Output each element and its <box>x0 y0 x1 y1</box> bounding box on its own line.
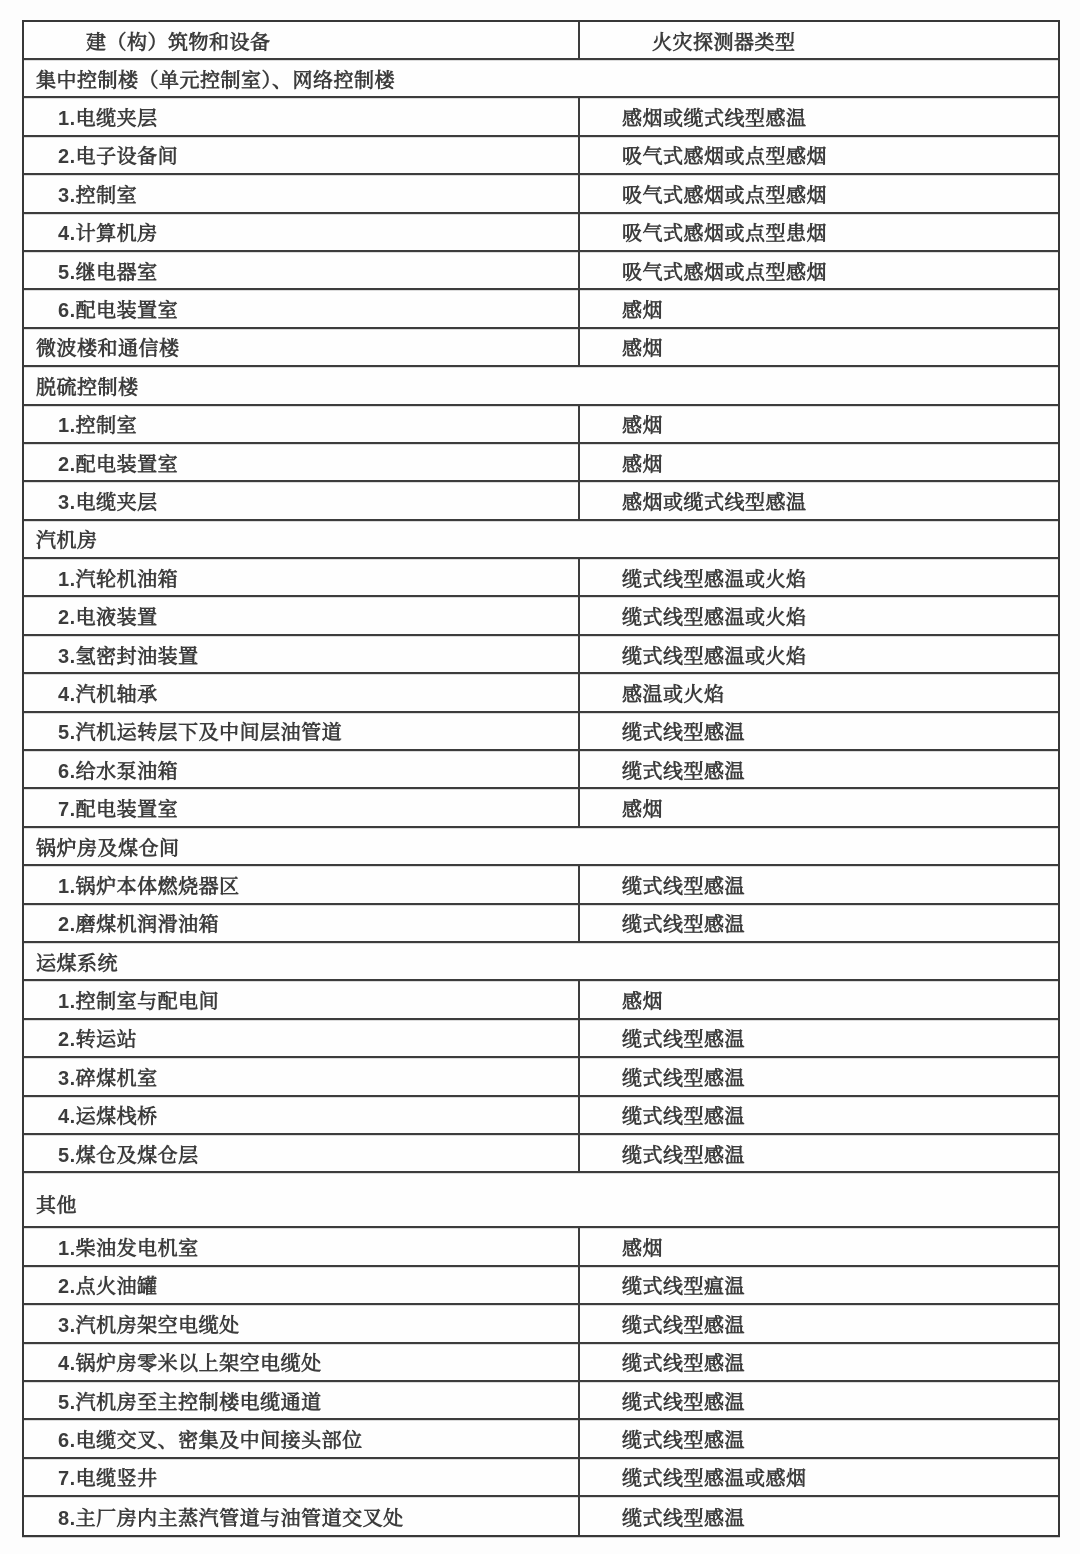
building-cell: 1.电缆夹层 <box>24 98 580 134</box>
detector-type-cell: 缆式线型感温 <box>622 1106 745 1129</box>
detector-type-cell: 吸气式感烟或点型感烟 <box>622 184 827 207</box>
table-row <box>24 482 1058 520</box>
detector-type-cell: 缆式线型感温或火焰 <box>622 607 807 630</box>
detector-type-cell: 缆式线型感温 <box>622 1391 745 1414</box>
building-cell: 8.主厂房内主蒸汽管道与油管道交叉处 <box>24 1497 580 1535</box>
table-row <box>24 367 1058 405</box>
building-cell: 1.汽轮机油箱 <box>24 559 580 595</box>
detector-type-cell: 感温或火焰 <box>622 683 725 706</box>
table-row <box>24 175 1058 213</box>
building-cell: 3.氢密封油装置 <box>24 636 580 672</box>
table-row <box>24 674 1058 712</box>
building-cell: 5.汽机运转层下及中间层油管道 <box>24 713 580 749</box>
table-row <box>24 789 1058 827</box>
table-row <box>24 521 1058 559</box>
building-cell: 3.汽机房架空电缆处 <box>24 1305 580 1341</box>
table-row <box>24 444 1058 482</box>
building-cell: 2.配电装置室 <box>24 444 580 480</box>
detector-type-cell: 感烟 <box>622 415 663 438</box>
building-cell: 6.给水泵油箱 <box>24 751 580 787</box>
table-row <box>24 1497 1058 1535</box>
building-cell: 1.控制室与配电间 <box>24 981 580 1017</box>
detector-type-cell: 缆式线型感温 <box>622 1067 745 1090</box>
building-cell: 3.碎煤机室 <box>24 1058 580 1094</box>
column-header-building: 建（构）筑物和设备 <box>24 22 580 58</box>
building-cell: 1.柴油发电机室 <box>24 1228 580 1264</box>
building-cell: 6.电缆交叉、密集及中间接头部位 <box>24 1420 580 1456</box>
building-cell: 2.点火油罐 <box>24 1267 580 1303</box>
table-row <box>24 406 1058 444</box>
section-label: 汽机房 <box>36 530 98 553</box>
fire-detector-table <box>22 20 1060 1537</box>
table-row <box>24 1382 1058 1420</box>
building-cell: 3.控制室 <box>24 175 580 211</box>
table-row <box>24 559 1058 597</box>
table-row <box>24 290 1058 328</box>
detector-type-cell: 感烟 <box>622 799 663 822</box>
detector-type-cell: 缆式线型感温 <box>622 722 745 745</box>
building-cell: 5.煤仓及煤仓层 <box>24 1135 580 1171</box>
detector-type-cell: 感烟 <box>622 991 663 1014</box>
detector-type-cell: 感烟 <box>622 300 663 323</box>
building-cell: 7.电缆竖井 <box>24 1459 580 1495</box>
building-cell: 1.控制室 <box>24 406 580 442</box>
detector-type-cell: 缆式线型感温 <box>622 914 745 937</box>
detector-type-cell: 缆式线型感温 <box>622 1429 745 1452</box>
table-row <box>24 1020 1058 1058</box>
table-header-row <box>24 22 1058 60</box>
building-cell: 2.转运站 <box>24 1020 580 1056</box>
building-cell: 3.电缆夹层 <box>24 482 580 518</box>
table-row <box>24 1135 1058 1173</box>
table-row <box>24 98 1058 136</box>
detector-type-cell: 感烟 <box>622 338 663 361</box>
table-row <box>24 1305 1058 1343</box>
table-row <box>24 1459 1058 1497</box>
detector-type-cell: 缆式线型感温 <box>622 1029 745 1052</box>
table-row <box>24 866 1058 904</box>
table-row <box>24 1267 1058 1305</box>
table-row <box>24 828 1058 866</box>
detector-type-cell: 缆式线型感温 <box>622 1314 745 1337</box>
table-row <box>24 713 1058 751</box>
table-row <box>24 943 1058 981</box>
detector-type-cell: 感烟或缆式线型感温 <box>622 108 807 131</box>
table-row <box>24 1058 1058 1096</box>
detector-type-cell: 感烟 <box>622 1238 663 1261</box>
section-label: 锅炉房及煤仓间 <box>36 837 180 860</box>
detector-type-cell: 缆式线型感温 <box>622 1353 745 1376</box>
detector-type-cell: 缆式线型瘟温 <box>622 1276 745 1299</box>
detector-type-cell: 缆式线型感温或感烟 <box>622 1468 807 1491</box>
detector-type-cell: 缆式线型感温或火焰 <box>622 568 807 591</box>
table-row <box>24 1097 1058 1135</box>
table-row <box>24 1420 1058 1458</box>
detector-type-cell: 吸气式感烟或点型感烟 <box>622 146 827 169</box>
table-row <box>24 137 1058 175</box>
detector-type-cell: 吸气式感烟或点型患烟 <box>622 223 827 246</box>
building-cell: 2.电液装置 <box>24 597 580 633</box>
building-cell: 4.运煤栈桥 <box>24 1097 580 1133</box>
table-row <box>24 597 1058 635</box>
table-row <box>24 905 1058 943</box>
building-cell: 4.计算机房 <box>24 214 580 250</box>
building-cell: 2.电子设备间 <box>24 137 580 173</box>
table-row <box>24 1228 1058 1266</box>
table-row <box>24 981 1058 1019</box>
detector-type-cell: 缆式线型感温 <box>622 1144 745 1167</box>
detector-type-cell: 缆式线型感温 <box>622 875 745 898</box>
detector-type-cell: 缆式线型感温 <box>622 760 745 783</box>
table-row <box>24 1344 1058 1382</box>
section-label: 运煤系统 <box>36 952 118 975</box>
section-label: 集中控制楼（单元控制室）、网络控制楼 <box>36 69 395 92</box>
section-label: 其他 <box>36 1195 77 1218</box>
building-cell: 2.磨煤机润滑油箱 <box>24 905 580 941</box>
detector-type-cell: 吸气式感烟或点型感烟 <box>622 261 827 284</box>
table-row <box>24 329 1058 367</box>
detector-type-cell: 感烟 <box>622 453 663 476</box>
building-cell: 微波楼和通信楼 <box>24 329 580 365</box>
section-label: 脱硫控制楼 <box>36 376 139 399</box>
building-cell: 5.继电器室 <box>24 252 580 288</box>
building-cell: 5.汽机房至主控制楼电缆通道 <box>24 1382 580 1418</box>
table-row <box>24 1173 1058 1228</box>
building-cell: 7.配电装置室 <box>24 789 580 825</box>
building-cell: 1.锅炉本体燃烧器区 <box>24 866 580 902</box>
detector-type-cell: 缆式线型感温 <box>622 1507 745 1530</box>
table-row <box>24 60 1058 98</box>
table-row <box>24 751 1058 789</box>
detector-type-cell: 感烟或缆式线型感温 <box>622 491 807 514</box>
building-cell: 4.汽机轴承 <box>24 674 580 710</box>
building-cell: 6.配电装置室 <box>24 290 580 326</box>
building-cell: 4.锅炉房零米以上架空电缆处 <box>24 1344 580 1380</box>
table-row <box>24 636 1058 674</box>
column-header-detector-type: 火灾探测器类型 <box>652 31 796 54</box>
detector-type-cell: 缆式线型感温或火焰 <box>622 645 807 668</box>
table-row <box>24 214 1058 252</box>
table-row <box>24 252 1058 290</box>
